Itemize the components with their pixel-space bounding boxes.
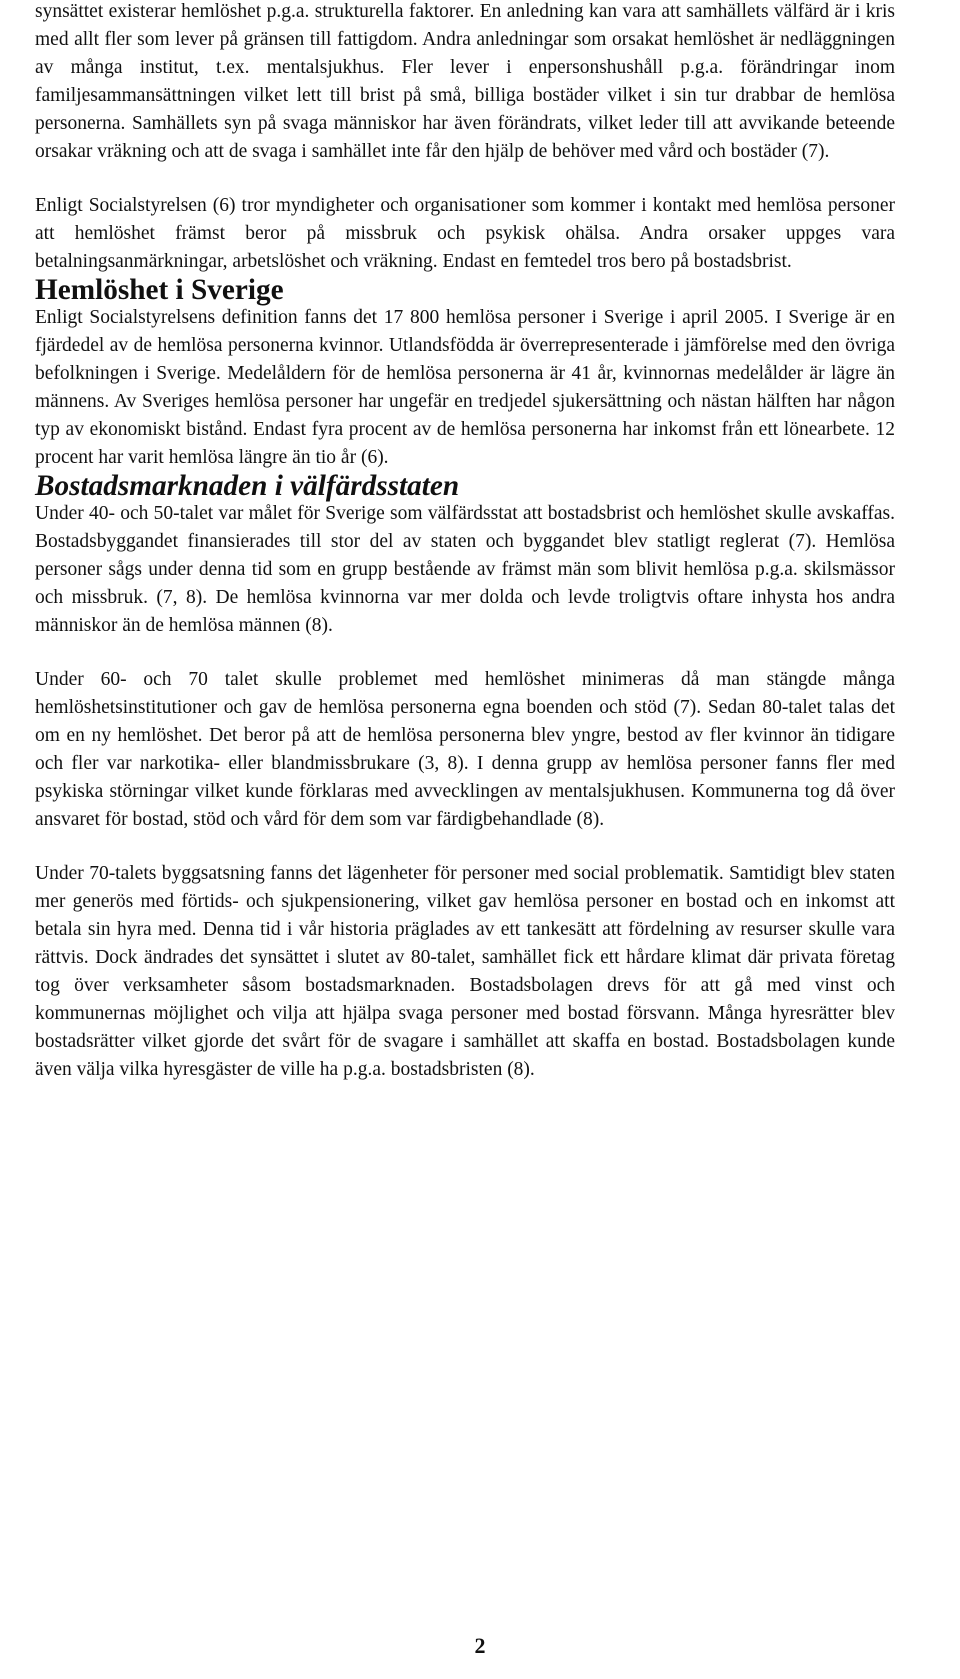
body-paragraph: Enligt Socialstyrelsens definition fanns det 17 800 hemlösa personer i Sverige i april 2005. I Sverige är en fjärdedel av de hemlösa personerna kvinnor. Utlandsfödda är överrepresenterade i jämförelse med den övriga befolkningen i Sverige. Medelåldern för de hemlösa personerna är 41 år, kvinnornas medelålder är lägre än männens. Av Sveriges hemlösa personer har ungefär en tredjedel sjukersättning och nästan hälften har någon typ av ekonomiskt bistånd. Endast fyra procent av de hemlösa personerna har inkomst från ett lönearbete. 12 procent har varit hemlösa längre än tio år (6). — [35, 307, 895, 468]
page-number: 2 — [474, 1633, 486, 1658]
document-page — [35, 0, 895, 1084]
body-paragraph: Under 60- och 70 talet skulle problemet med hemlöshet minimeras då man stängde många hemlöshetsinstitutioner och gav de hemlösa personerna egna boenden och stöd (7). Sedan 80-talet talas det om en ny hemlöshet. Det beror på att de hemlösa personerna blev yngre, bestod av fler kvinnor än tidigare och fler var narkotika- eller blandmissbrukare (3, 8). I denna grupp av hemlösa personer fanns fler med psykiska störningar vilket kunde förklaras med avvecklingen av mentalsjukhusen. Kommunerna tog då över ansvaret för bostad, stöd och vård för dem som var färdigbehandlade (8). — [35, 669, 895, 830]
body-paragraph: Under 70-talets byggsatsning fanns det lägenheter för personer med social problematik. Samtidigt blev staten mer generös med förtids- och sjukpensionering, vilket gav hemlösa personer en bostad och en inkomst att betala sin hyra med. Denna tid i vår historia präglades av ett tankesätt att fördelning av resurser skulle vara rättvis. Dock ändrades det synsättet i slutet av 80-talet, samhället fick ett hårdare klimat där privata företag tog över verksamheter såsom bostadsmarknaden. Bostadsbolagen drevs för att gå med vinst och kommunernas möjlighet och vilja att hjälpa svaga personer med bostad försvann. Många hyresrätter blev bostadsrätter vilket gjorde det svårt för de svagare i samhället att skaffa en bostad. Bostadsbolagen kunde även välja vilka hyresgäster de ville ha p.g.a. bostadsbristen (8). — [35, 863, 895, 1080]
section-heading-bostadsmarknaden: Bostadsmarknaden i välfärdsstaten — [35, 470, 460, 502]
section-heading-hemloshet-i-sverige: Hemlöshet i Sverige — [35, 274, 284, 306]
body-paragraph: Enligt Socialstyrelsen (6) tror myndigheter och organisationer som kommer i kontakt med hemlösa personer att hemlöshet främst beror på missbruk och psykisk ohälsa. Andra orsaker uppges vara betalningsanmärkningar, arbetslöshet och vräkning. Endast en femtedel tros bero på bostadsbrist. — [35, 195, 895, 272]
body-paragraph: Under 40- och 50-talet var målet för Sverige som välfärdsstat att bostadsbrist och hemlöshet skulle avskaffas. Bostadsbyggandet finansierades till stor del av staten och byggandet blev statligt reglerat (7). Hemlösa personer sågs under denna tid som en grupp bestående av främst män som blivit hemlösa p.g.a. skilsmässor och missbruk. (7, 8). De hemlösa kvinnorna var mer dolda och levde troligtvis oftare inhysta hos andra människor än de hemlösa männen (8). — [35, 503, 895, 636]
body-paragraph: synsättet existerar hemlöshet p.g.a. strukturella faktorer. En anledning kan vara att samhällets välfärd är i kris med allt fler som lever på gränsen till fattigdom. Andra anledningar som orsakat hemlöshet är nedläggningen av många institut, t.ex. mentalsjukhus. Fler lever i enpersonshushåll p.g.a. förändringar inom familjesammansättningen vilket lett till brist på små, billiga bostäder vilket i sin tur drabbar de hemlösa personerna. Samhällets syn på svaga människor har även förändrats, vilket leder till att avvikande beteende orsakar vräkning och att de svaga i samhället inte får den hjälp de behöver med vård och bostäder (7). — [35, 1, 895, 162]
